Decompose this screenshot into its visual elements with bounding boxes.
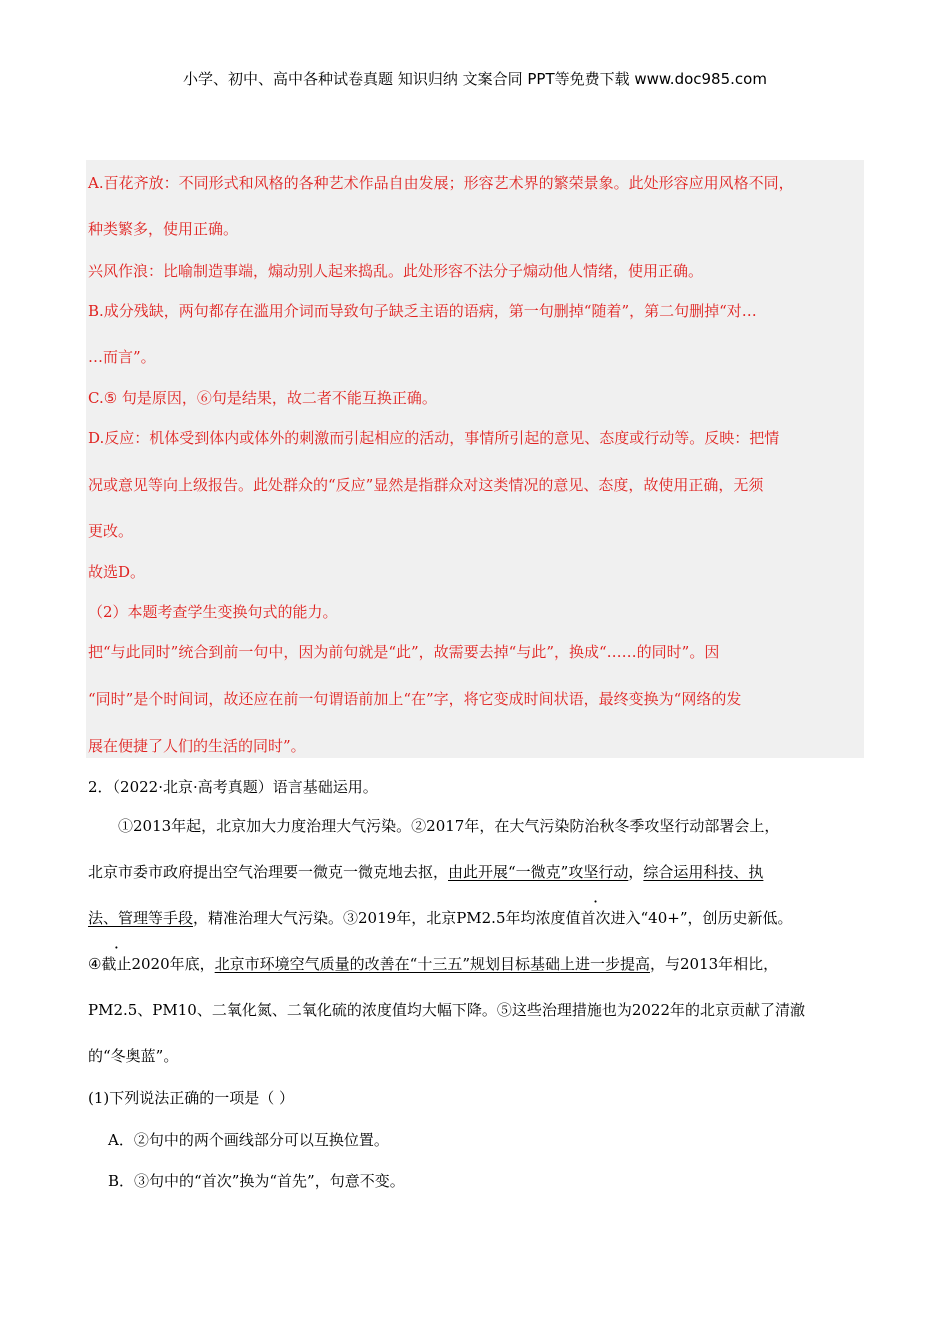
answer-line-b2: …而言”。 bbox=[88, 348, 156, 366]
underlined-phrase-2: 综合运用科技、执 bbox=[643, 863, 764, 881]
passage-text: 进入“40+”，创历史新低。 bbox=[610, 909, 793, 927]
answer-line-e3: 展在便捷了人们的生活的同时”。 bbox=[88, 737, 306, 755]
dotted-word-shouci: 首次 bbox=[580, 909, 611, 927]
passage-line-5: PM2.5、PM10、二氧化氮、二氧化硫的浓度值均大幅下降。⑤这些治理措施也为2022年的北京贡献了清澈 bbox=[88, 1001, 806, 1019]
answer-conclusion: 故选D。 bbox=[88, 563, 146, 581]
passage-text: ④ bbox=[88, 955, 102, 973]
passage-line-2 bbox=[88, 861, 763, 882]
answer-line-a1: A.百花齐放：不同形式和风格的各种艺术作品自由发展；形容艺术界的繁荣景象。此处形容应用风格不同， bbox=[88, 174, 794, 192]
answer-line-a2: 种类繁多，使用正确。 bbox=[88, 220, 239, 238]
answer-line-e1: 把“与此同时”统合到前一句中，因为前句就是“此”，故需要去掉“与此”，换成“……的同时”。因 bbox=[88, 643, 720, 661]
passage-text: 北京市委市政府提出空气治理要一微克一微克地去抠， bbox=[88, 863, 449, 881]
underlined-phrase-2-cont: 法、管理等手段 bbox=[88, 909, 194, 927]
dotted-word-jiezhi: 截止 bbox=[101, 955, 132, 973]
answer-part2-title: （2）本题考查学生变换句式的能力。 bbox=[88, 603, 338, 621]
passage-line-3 bbox=[88, 907, 793, 928]
page-header: 小学、初中、高中各种试卷真题 知识归纳 文案合同 PPT等免费下载 www.doc985.com bbox=[183, 70, 767, 88]
question-title: 2．（2022·北京·高考真题）语言基础运用。 bbox=[88, 778, 378, 796]
passage-line-6: 的“冬奥蓝”。 bbox=[88, 1047, 179, 1065]
option-a: A．②句中的两个画线部分可以互换位置。 bbox=[108, 1131, 389, 1149]
underlined-phrase-1: 由此开展“一微克”攻坚行动 bbox=[448, 863, 629, 881]
passage-text: 2020年底， bbox=[131, 955, 215, 973]
answer-line-b1: B.成分残缺，两句都存在滥用介词而导致句子缺乏主语的语病，第一句删掉“随着”，第二句删掉“对… bbox=[88, 302, 757, 320]
answer-line-d2: 况或意见等向上级报告。此处群众的“反应”显然是指群众对这类情况的意见、态度，故使用正确，无须 bbox=[88, 476, 764, 494]
passage-line-1: ①2013年起，北京加大力度治理大气污染。②2017年，在大气污染防治秋冬季攻坚行动部署会上， bbox=[118, 817, 780, 835]
answer-line-d3: 更改。 bbox=[88, 522, 134, 540]
passage-text: ， bbox=[628, 863, 644, 881]
passage-text: ，精准治理大气污染。③2019年，北京PM2.5年均浓度值 bbox=[193, 909, 581, 927]
underlined-phrase-3: 北京市环境空气质量的改善在“十三五”规划目标基础上进一步提高 bbox=[214, 955, 650, 973]
sub-question-1: (1)下列说法正确的一项是（ ） bbox=[88, 1089, 295, 1107]
answer-line-a3: 兴风作浪：比喻制造事端，煽动别人起来捣乱。此处形容不法分子煽动他人情绪，使用正确。 bbox=[88, 262, 704, 280]
answer-line-e2: “同时”是个时间词，故还应在前一句谓语前加上“在”字，将它变成时间状语，最终变换为“网络的发 bbox=[88, 690, 742, 708]
answer-line-c1: C.⑤ 句是原因，⑥句是结果，故二者不能互换正确。 bbox=[88, 389, 437, 407]
passage-line-4 bbox=[88, 953, 778, 974]
answer-line-d1: D.反应：机体受到体内或体外的刺激而引起相应的活动，事情所引起的意见、态度或行动等。反映：把情 bbox=[88, 429, 780, 447]
passage-text: ，与2013年相比， bbox=[650, 955, 779, 973]
option-b: B．③句中的“首次”换为“首先”，句意不变。 bbox=[108, 1172, 405, 1190]
answer-analysis-box bbox=[86, 160, 864, 758]
